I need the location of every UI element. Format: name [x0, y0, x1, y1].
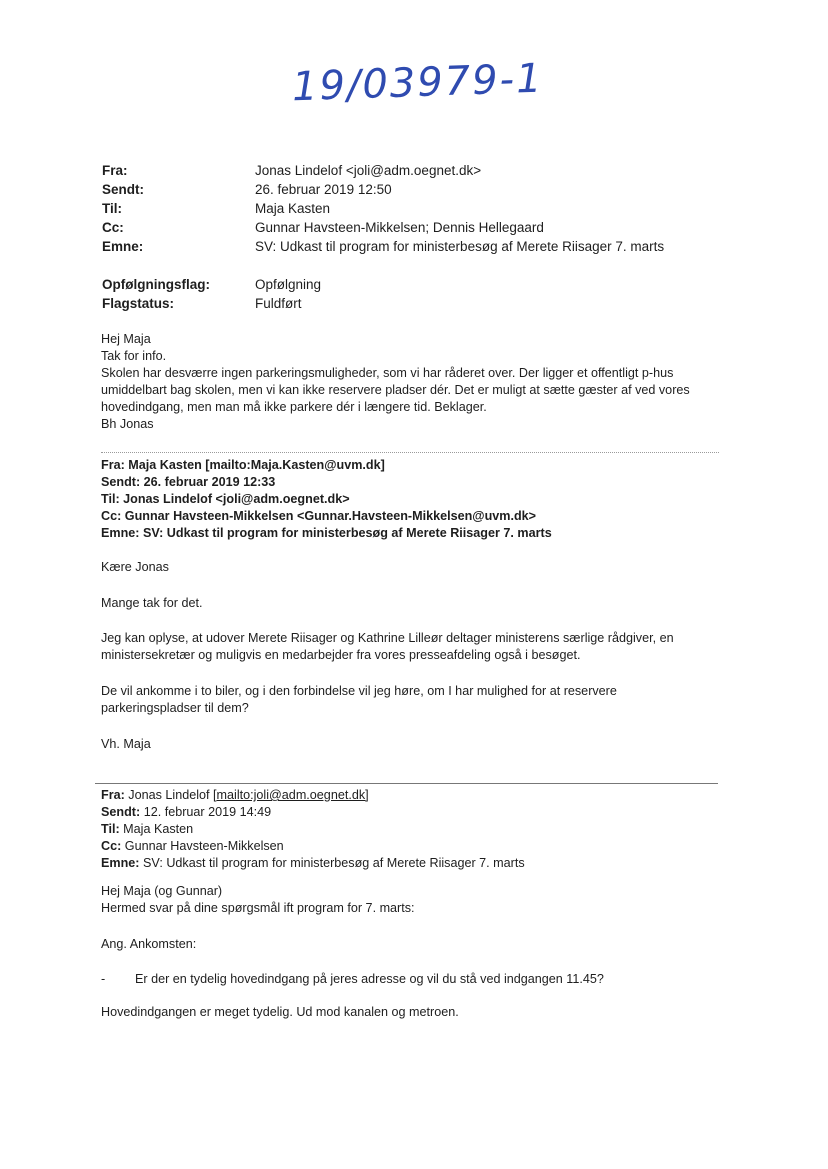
quote2-greeting: Hej Maja (og Gunnar) [101, 884, 223, 898]
quote-separator-solid [95, 783, 718, 784]
quote2-sent-value: 12. februar 2019 14:49 [143, 805, 272, 819]
quote1-para1-line: Jeg kan oplyse, at udover Merete Riisager og Kathrine Lilleør deltager ministerens særlige rådgiver, en [101, 631, 674, 645]
quote-separator-dotted [101, 452, 719, 453]
quote2-intro-line: Hermed svar på dine spørgsmål ift program for 7. marts: [101, 901, 415, 915]
quote1-thanks: Mange tak for det. [101, 596, 203, 610]
quote2-section-heading: Ang. Ankomsten: [101, 937, 197, 951]
cc-label: Cc: [102, 220, 124, 235]
quote2-subject-value: SV: Udkast til program for ministerbesøg af Merete Riisager 7. marts [143, 856, 525, 870]
flag-value: Opfølgning [255, 277, 322, 292]
header-cc-row [102, 218, 664, 237]
from-label: Fra: [102, 163, 128, 178]
reply-body [101, 331, 690, 433]
flagstatus-label: Flagstatus: [102, 296, 175, 311]
quote2-mailto-link[interactable]: [mailto:joli@adm.oegnet.dk] [213, 788, 369, 802]
quote1-signoff: Vh. Maja [101, 737, 151, 751]
header-from-row [102, 161, 664, 180]
sent-value: 26. februar 2019 12:50 [255, 182, 392, 197]
quote1-to: Til: Jonas Lindelof <joli@adm.oegnet.dk> [101, 492, 350, 506]
quote1-header [101, 457, 552, 542]
quote2-to-label: Til: [101, 822, 120, 836]
flagstatus-value: Fuldført [255, 296, 302, 311]
reply-line: umiddelbart bag skolen, men vi kan ikke reservere pladser dér. Det er muligt at sætte gæster af ved vores [101, 383, 690, 397]
reply-line: Hej Maja [101, 332, 151, 346]
quote1-paragraph-2 [101, 683, 617, 717]
quote2-sent-label: Sendt: [101, 805, 141, 819]
quote2-answer: Hovedindgangen er meget tydelig. Ud mod kanalen og metroen. [101, 1005, 459, 1019]
reply-line: hovedindgang, men man må ikke parkere dér i længere tid. Beklager. [101, 400, 487, 414]
quote2-to-row [101, 821, 525, 838]
header-flagstatus-row [102, 294, 321, 313]
reply-line: Tak for info. [101, 349, 167, 363]
quote1-paragraph-1 [101, 630, 674, 664]
quote1-greeting: Kære Jonas [101, 560, 169, 574]
quote1-sent: Sendt: 26. februar 2019 12:33 [101, 475, 276, 489]
from-value: Jonas Lindelof <joli@adm.oegnet.dk> [255, 163, 482, 178]
quote1-from: Fra: Maja Kasten [mailto:Maja.Kasten@uvm.dk] [101, 458, 385, 472]
header-to-row [102, 199, 664, 218]
quote1-para2-line: parkeringspladser til dem? [101, 701, 249, 715]
quote2-cc-label: Cc: [101, 839, 122, 853]
header-flag-row [102, 275, 321, 294]
flag-header [102, 275, 321, 313]
quote2-cc-value: Gunnar Havsteen-Mikkelsen [124, 839, 284, 853]
quote2-from-name: Jonas Lindelof [128, 788, 210, 802]
sent-label: Sendt: [102, 182, 144, 197]
quote1-para2-line: De vil ankomme i to biler, og i den forbindelse vil jeg høre, om I har mulighed for at reservere [101, 684, 617, 698]
quote2-intro [101, 883, 415, 917]
reply-line: Skolen har desværre ingen parkeringsmuligheder, som vi har råderet over. Der ligger et offentligt p-hus [101, 366, 674, 380]
to-value: Maja Kasten [255, 201, 331, 216]
quote2-from-row [101, 787, 525, 804]
cc-value: Gunnar Havsteen-Mikkelsen; Dennis Hellegaard [255, 220, 544, 235]
bullet-dash: - [101, 972, 106, 986]
quote1-para1-line: ministersekretær og muligvis en medarbejder fra vores presseafdeling også i besøget. [101, 648, 581, 662]
reply-line: Bh Jonas [101, 417, 154, 431]
quote2-subject-row [101, 855, 525, 872]
quote2-to-value: Maja Kasten [123, 822, 194, 836]
handwritten-case-number: 19/03979-1 [291, 55, 545, 111]
bullet-text: Er der en tydelig hovedindgang på jeres adresse og vil du stå ved indgangen 11.45? [135, 972, 604, 986]
subject-value: SV: Udkast til program for ministerbesøg af Merete Riisager 7. marts [255, 239, 665, 254]
quote2-sent-row [101, 804, 525, 821]
to-label: Til: [102, 201, 122, 216]
flag-label: Opfølgningsflag: [102, 277, 210, 292]
quote2-header [101, 787, 525, 872]
header-sent-row [102, 180, 664, 199]
quote2-cc-row [101, 838, 525, 855]
quote1-subject: Emne: SV: Udkast til program for ministerbesøg af Merete Riisager 7. marts [101, 526, 552, 540]
header-subject-row [102, 237, 664, 256]
quote2-from-label: Fra: [101, 788, 125, 802]
quote1-cc: Cc: Gunnar Havsteen-Mikkelsen <Gunnar.Havsteen-Mikkelsen@uvm.dk> [101, 509, 537, 523]
email-header [102, 161, 664, 256]
quote2-subject-label: Emne: [101, 856, 140, 870]
subject-label: Emne: [102, 239, 144, 254]
